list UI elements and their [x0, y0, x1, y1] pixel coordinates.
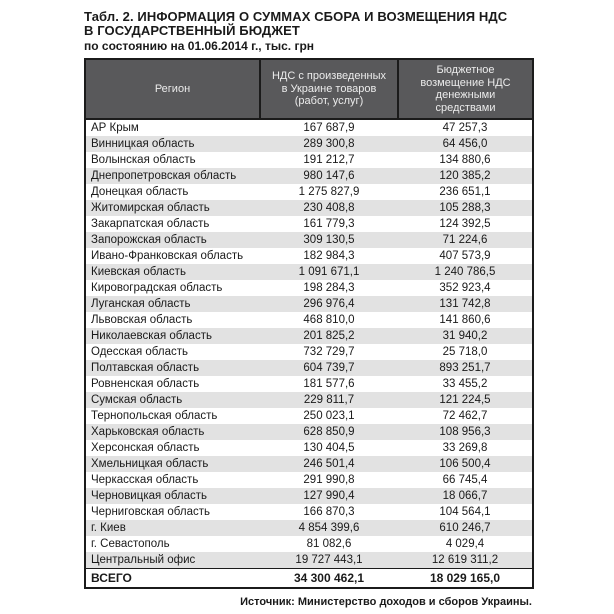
refund-cell: 72 462,7 — [442, 409, 488, 422]
vat-cell: 296 976,4 — [303, 297, 355, 310]
region-cell: Черновицкая область — [91, 489, 208, 502]
header-region — [85, 59, 260, 119]
table-row — [85, 520, 533, 536]
vat-cell: 191 212,7 — [303, 153, 355, 166]
refund-cell: 1 240 786,5 — [434, 265, 496, 278]
table-row — [85, 248, 533, 264]
table-row — [85, 488, 533, 504]
region-cell: Тернопольская область — [91, 409, 218, 422]
refund-cell: 121 224,5 — [439, 393, 491, 406]
table-row — [85, 392, 533, 408]
table-row — [85, 168, 533, 184]
refund-cell: 25 718,0 — [442, 345, 488, 358]
refund-cell: 33 269,8 — [442, 441, 488, 454]
total-vat-value: 34 300 462,1 — [260, 569, 398, 589]
refund-cell: 31 940,2 — [442, 329, 488, 342]
table-row — [85, 312, 533, 328]
region-cell: Херсонская область — [91, 441, 200, 454]
region-cell: Черниговская область — [91, 505, 210, 518]
vat-cell: 604 739,7 — [303, 361, 355, 374]
vat-cell: 468 810,0 — [303, 313, 355, 326]
vat-cell: 250 023,1 — [303, 409, 355, 422]
refund-cell: 105 288,3 — [439, 201, 491, 214]
refund-cell: 104 564,1 — [439, 505, 491, 518]
region-cell: Винницкая область — [91, 137, 195, 150]
table-row — [85, 552, 533, 569]
vat-cell: 130 404,5 — [303, 441, 355, 454]
vat-cell: 289 300,8 — [303, 137, 355, 150]
vat-cell: 1 091 671,1 — [298, 265, 360, 278]
vat-cell: 246 501,4 — [303, 457, 355, 470]
refund-cell: 141 860,6 — [439, 313, 491, 326]
table-row — [85, 344, 533, 360]
vat-cell: 19 727 443,1 — [295, 553, 363, 566]
vat-cell: 166 870,3 — [303, 505, 355, 518]
header-row — [85, 59, 533, 119]
refund-cell: 12 619 311,2 — [431, 553, 499, 566]
table-row — [85, 504, 533, 520]
table-row — [85, 232, 533, 248]
table-header — [85, 59, 533, 119]
vat-cell: 201 825,2 — [303, 329, 355, 342]
total-row — [85, 569, 533, 589]
region-cell: Одесская область — [91, 345, 188, 358]
refund-cell: 124 392,5 — [439, 217, 491, 230]
vat-cell: 628 850,9 — [303, 425, 355, 438]
refund-cell: 18 066,7 — [442, 489, 488, 502]
refund-cell: 33 455,2 — [442, 377, 488, 390]
region-cell: Черкасская область — [91, 473, 199, 486]
vat-cell: 229 811,7 — [303, 393, 355, 406]
refund-cell: 131 742,8 — [439, 297, 491, 310]
table-row — [85, 408, 533, 424]
document — [84, 10, 532, 608]
table-row — [85, 119, 533, 136]
table-row — [85, 280, 533, 296]
table-row — [85, 440, 533, 456]
table-row — [85, 200, 533, 216]
region-cell: Закарпатская область — [91, 217, 210, 230]
refund-cell: 407 573,9 — [439, 249, 491, 262]
total-refund-value: 18 029 165,0 — [398, 569, 533, 589]
header-vat — [260, 59, 398, 119]
refund-cell: 64 456,0 — [442, 137, 488, 150]
vat-cell: 167 687,9 — [303, 121, 355, 134]
refund-cell: 893 251,7 — [439, 361, 491, 374]
refund-cell: 120 385,2 — [439, 169, 491, 182]
vat-cell: 127 990,4 — [303, 489, 355, 502]
header-vat-label: НДС с произведенных в Украине товаров (работ, услуг) — [271, 70, 387, 108]
table-title-line1: Табл. 2. ИНФОРМАЦИЯ О СУММАХ СБОРА И ВОЗМЕЩЕНИЯ НДС — [84, 9, 508, 24]
vat-cell: 81 082,6 — [306, 537, 352, 550]
region-cell: Сумская область — [91, 393, 183, 406]
vat-cell: 980 147,6 — [303, 169, 355, 182]
table-body — [85, 119, 533, 569]
vat-cell: 161 779,3 — [303, 217, 355, 230]
region-cell: Центральный офис — [91, 553, 196, 566]
refund-cell: 134 880,6 — [439, 153, 491, 166]
table-row — [85, 264, 533, 280]
region-cell: Кировоградская область — [91, 281, 223, 294]
region-cell: Волынская область — [91, 153, 196, 166]
refund-cell: 4 029,4 — [445, 537, 485, 550]
refund-cell: 236 651,1 — [439, 185, 491, 198]
source-note: Источник: Министерство доходов и сборов Украины. — [240, 596, 532, 608]
region-cell: Ровненская область — [91, 377, 200, 390]
region-cell: Днепропетровская область — [91, 169, 237, 182]
refund-cell: 108 956,3 — [439, 425, 491, 438]
region-cell: г. Севастополь — [91, 537, 170, 550]
refund-cell: 610 246,7 — [439, 521, 491, 534]
vat-cell: 198 284,3 — [303, 281, 355, 294]
vat-cell: 4 854 399,6 — [298, 521, 360, 534]
region-cell: Хмельницкая область — [91, 457, 209, 470]
vat-cell: 230 408,8 — [303, 201, 355, 214]
region-cell: Полтавская область — [91, 361, 200, 374]
refund-cell: 66 745,4 — [442, 473, 488, 486]
refund-cell: 47 257,3 — [442, 121, 488, 134]
table-row — [85, 152, 533, 168]
region-cell: АР Крым — [91, 121, 139, 134]
header-refund — [398, 59, 533, 119]
total-label: ВСЕГО — [85, 569, 260, 589]
region-cell: Львовская область — [91, 313, 193, 326]
table-row — [85, 328, 533, 344]
table-footer — [85, 569, 533, 589]
table-row — [85, 456, 533, 472]
vat-table — [84, 58, 534, 589]
table-row — [85, 216, 533, 232]
refund-cell: 352 923,4 — [439, 281, 491, 294]
vat-cell: 732 729,7 — [303, 345, 355, 358]
region-cell: Житомирская область — [91, 201, 210, 214]
refund-cell: 71 224,6 — [442, 233, 488, 246]
table-row — [85, 184, 533, 200]
header-region-label: Регион — [154, 82, 191, 95]
table-subtitle: по состоянию на 01.06.2014 г., тыс. грн — [84, 39, 315, 53]
region-cell: Николаевская область — [91, 329, 212, 342]
table-row — [85, 136, 533, 152]
vat-cell: 182 984,3 — [303, 249, 355, 262]
table-row — [85, 376, 533, 392]
table-title-line2: В ГОСУДАРСТВЕННЫЙ БЮДЖЕТ — [84, 23, 300, 38]
refund-cell: 106 500,4 — [439, 457, 491, 470]
vat-cell: 291 990,8 — [303, 473, 355, 486]
region-cell: Донецкая область — [91, 185, 189, 198]
region-cell: Луганская область — [91, 297, 191, 310]
table-row — [85, 536, 533, 552]
table-row — [85, 472, 533, 488]
table-row — [85, 360, 533, 376]
vat-cell: 181 577,6 — [303, 377, 355, 390]
region-cell: Запорожская область — [91, 233, 207, 246]
region-cell: г. Киев — [91, 521, 126, 534]
region-cell: Киевская область — [91, 265, 186, 278]
region-cell: Харьковская область — [91, 425, 205, 438]
table-row — [85, 296, 533, 312]
header-refund-label: Бюджетное возмещение НДС денежными средствами — [420, 64, 511, 114]
table-row — [85, 424, 533, 440]
region-cell: Ивано-Франковская область — [91, 249, 244, 262]
vat-cell: 1 275 827,9 — [298, 185, 360, 198]
vat-cell: 309 130,5 — [303, 233, 355, 246]
